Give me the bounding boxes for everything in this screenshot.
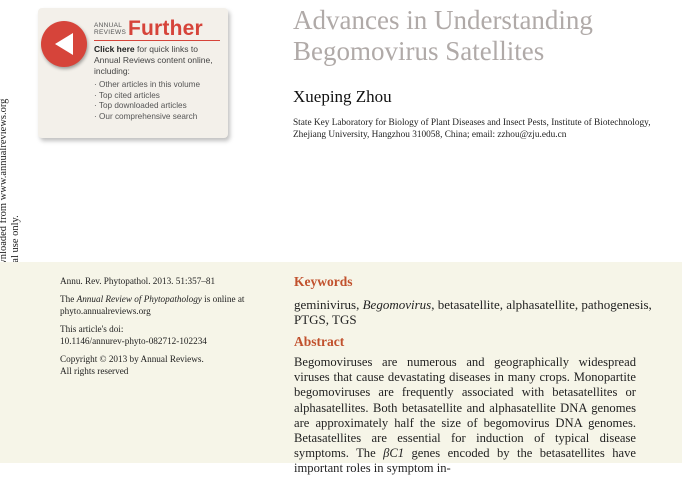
further-link-top-cited[interactable]: · Top cited articles bbox=[94, 91, 200, 102]
gene-name: βC1 bbox=[383, 446, 405, 461]
article-title: Advances in Understanding Begomovirus Satellites bbox=[293, 5, 593, 66]
keyword-begomovirus: Begomovirus bbox=[362, 297, 432, 312]
author-affiliation: State Key Laboratory for Biology of Plant Diseases and Insect Pests, Institute of Biotechnology, Zhejiang University, Hangzhou 310058, China; email: zzhou@zju.edu.cn bbox=[293, 118, 651, 140]
further-links-box[interactable] bbox=[38, 8, 228, 138]
rights-line: All rights reserved bbox=[60, 366, 129, 376]
doi-label: This article's doi: bbox=[60, 324, 124, 334]
copyright-line: Copyright © 2013 by Annual Reviews. bbox=[60, 354, 204, 364]
author-name: Xueping Zhou bbox=[293, 87, 392, 106]
journal-name: Annual Review of Phytopathology bbox=[76, 294, 202, 304]
citation-reference: Annu. Rev. Phytopathol. 2013. 51:357–81 bbox=[60, 276, 216, 286]
online-note: The Annual Review of Phytopathology is online at phyto.annualreviews.org bbox=[60, 294, 245, 316]
further-link-other-articles[interactable]: · Other articles in this volume bbox=[94, 80, 200, 91]
abstract-heading: Abstract bbox=[294, 334, 345, 349]
keywords-heading: Keywords bbox=[294, 274, 353, 289]
further-intro: Click here for quick links to Annual Reviews content online, including: bbox=[94, 44, 213, 76]
further-link-top-downloaded[interactable]: · Top downloaded articles bbox=[94, 101, 200, 112]
click-here-link[interactable]: Click here bbox=[94, 44, 135, 54]
keywords-text: geminivirus, Begomovirus, betasatellite, alphasatellite, pathogenesis, PTGS, TGS bbox=[294, 297, 652, 327]
further-title: Further bbox=[128, 17, 203, 40]
annual-reviews-logo: ANNUAL REVIEWS bbox=[94, 22, 127, 36]
further-link-search[interactable]: · Our comprehensive search bbox=[94, 112, 200, 123]
further-divider bbox=[94, 40, 220, 41]
back-arrow-icon[interactable] bbox=[41, 21, 87, 67]
doi-value[interactable]: 10.1146/annurev-phyto-082712-102234 bbox=[60, 336, 207, 346]
further-links-list bbox=[94, 80, 200, 122]
abstract-text: Begomoviruses are numerous and geographically widespread viruses that cause devastating diseases in many crops. Monopartite begomoviruses are frequently associated with betasatellites or alphasatellites. Both betasatellite and alphasatellite DNA genomes are approximately half the size of begomovirus DNA genomes. Betasatellites are essential for induction of typical disease symptoms. The βC1 genes encoded by the betasatellites have important roles in symptom in- bbox=[294, 355, 636, 476]
